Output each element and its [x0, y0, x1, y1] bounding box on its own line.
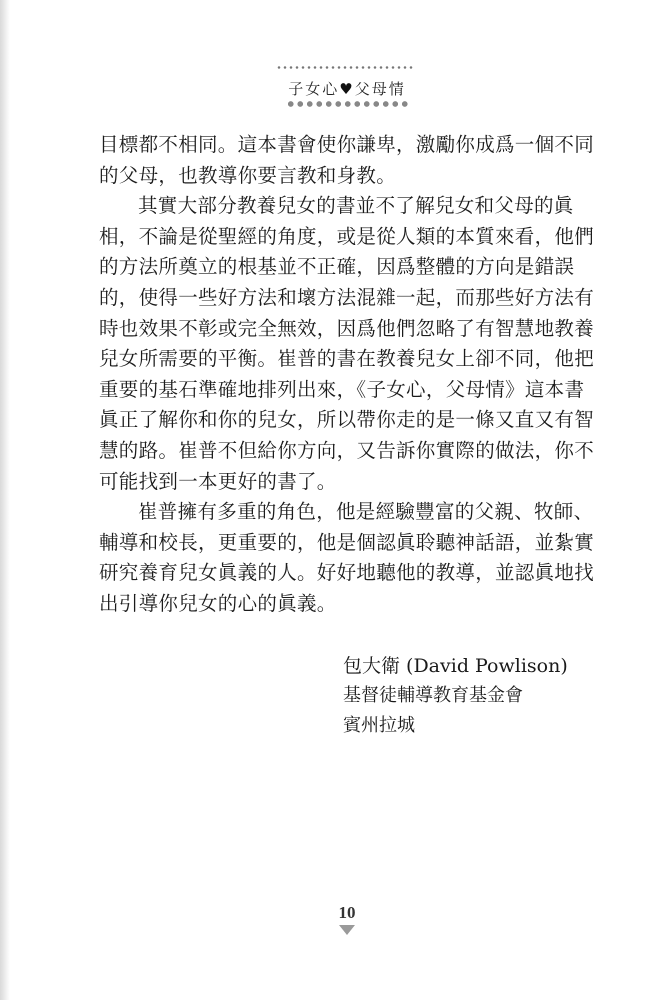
page-footer [327, 903, 367, 943]
page-number: 10 [338, 903, 356, 922]
header-dot-ornament [286, 100, 410, 108]
book-title-header [272, 78, 422, 99]
paragraph-continuation: 目標都不相同。這本書會使你謙卑，激勵你成爲一個不同的父母，也教導你要言教和身教。 [99, 133, 595, 187]
signature-organization: 基督徒輔導教育基金會 [343, 685, 523, 706]
paragraph: 崔普擁有多重的角色，他是經驗豐富的父親、牧師、輔導和校長，更重要的，他是個認眞聆聽神話語，並紮實研究養育兒女眞義的人。好好地聽他的教導，並認眞地找出引導你兒女的心的眞義。 [99, 500, 595, 615]
paragraph: 其實大部分教養兒女的書並不了解兒女和父母的眞相，不論是從聖經的角度，或是從人類的本質來看，他們的方法所奠立的根基並不正確，因爲整體的方向是錯誤的，使得一些好方法和壞方法混雜一起，而那些好方法有時也效果不彰或完全無效，因爲他們忽略了有智慧地教養兒女所需要的平衡。崔普的書在教養兒女上卻不同，他把重要的基石準確地排列出來，《子女心，父母情》這本書眞正了解你和你的兒女，所以帶你走的是一條又直又有智慧的路。崔普不但給你方向，又告訴你實際的做法，你不可能找到一本更好的書了。 [99, 194, 595, 493]
header-dotted-rule [276, 66, 414, 69]
signature-author: 包大衛 (David Powlison) [343, 655, 568, 677]
header-title-part2: 父母情 [354, 80, 406, 98]
running-header [272, 62, 422, 112]
down-triangle-icon [339, 925, 355, 935]
header-title-part1: 子女心 [288, 80, 340, 98]
signature-location: 賓州拉城 [343, 715, 415, 736]
signature-block [343, 651, 603, 741]
main-text [99, 130, 599, 620]
heart-icon: ♥ [339, 80, 355, 98]
page-edge-shadow [0, 0, 10, 1000]
